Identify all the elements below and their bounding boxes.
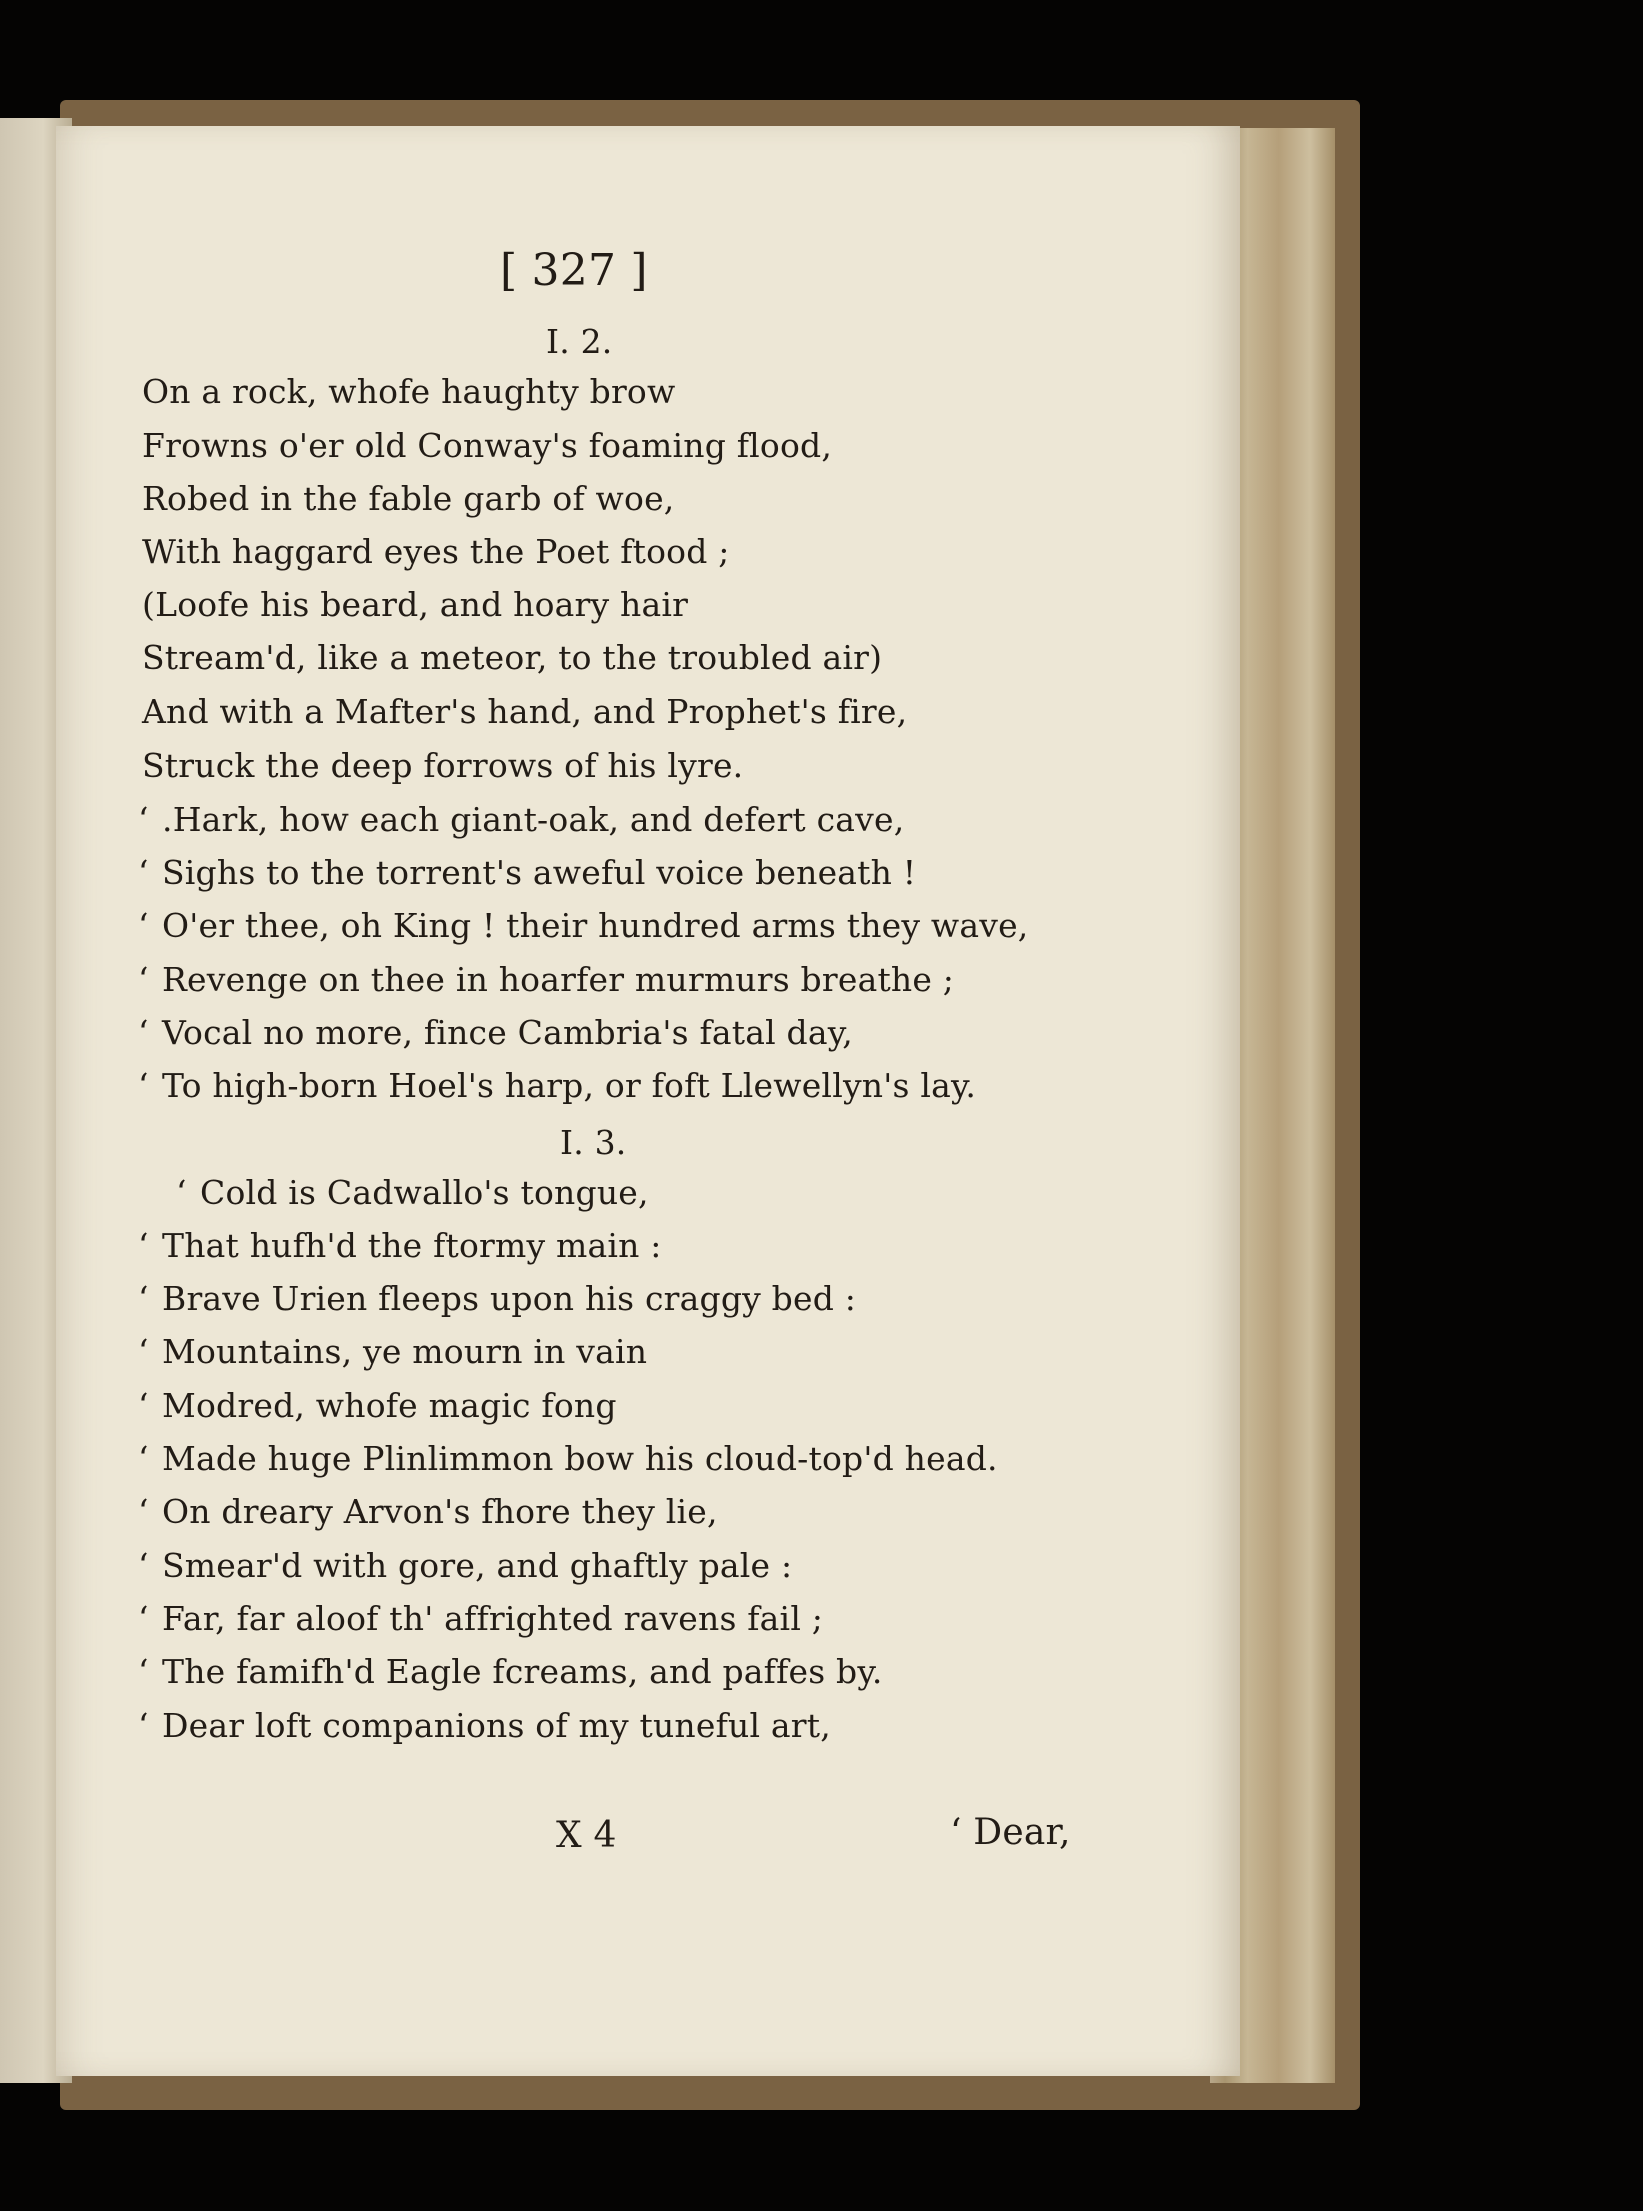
verse-line <box>142 532 730 571</box>
verse-line <box>138 1013 853 1052</box>
page-number: [ 327 ] <box>500 245 648 296</box>
verse-text: To high-born Hoel's harp, or foft Llewellyn's lay. <box>162 1066 977 1105</box>
verse-text: Vocal no more, fince Cambria's fatal day, <box>162 1013 853 1052</box>
quote-mark: ‘ <box>138 1066 149 1105</box>
verse-line <box>138 1546 792 1585</box>
verse-line <box>142 372 675 411</box>
verse-line <box>138 1492 718 1531</box>
catchword: ‘ Dear, <box>950 1812 1071 1853</box>
verse-text: On dreary Arvon's fhore they lie, <box>162 1492 718 1531</box>
quote-mark: ‘ <box>138 1706 149 1745</box>
verse-line <box>176 1173 649 1212</box>
verse-text: Brave Urien fleeps upon his craggy bed : <box>162 1279 857 1318</box>
verse-line <box>138 1706 831 1745</box>
quote-mark: ‘ <box>138 1599 149 1638</box>
quote-mark: ‘ <box>138 1652 149 1691</box>
verse-line <box>138 1226 662 1265</box>
verse-text: Dear loft companions of my tuneful art, <box>162 1706 831 1745</box>
quote-mark: ‘ <box>176 1173 187 1212</box>
quote-mark: ‘ <box>138 1013 149 1052</box>
verse-line <box>142 585 688 624</box>
quote-mark: ‘ <box>138 960 149 999</box>
verse-text: Revenge on thee in hoarfer murmurs breathe ; <box>162 960 955 999</box>
verse-text: On a rock, whofe haughty brow <box>142 372 676 411</box>
quote-mark: ‘ <box>138 1279 149 1318</box>
verse-line <box>138 1599 823 1638</box>
quote-mark: ‘ <box>138 906 149 945</box>
verse-line <box>138 960 954 999</box>
quote-mark: ‘ <box>138 1386 149 1425</box>
verse-text: Cold is Cadwallo's tongue, <box>200 1173 649 1212</box>
verse-text: Far, far aloof th' affrighted ravens fail ; <box>162 1599 824 1638</box>
verse-line <box>138 1439 998 1478</box>
verse-text: And with a Mafter's hand, and Prophet's fire, <box>142 692 908 731</box>
verse-text: Frowns o'er old Conway's foaming flood, <box>142 426 833 465</box>
verse-text: That hufh'd the ftormy main : <box>162 1226 662 1265</box>
verse-line <box>138 853 916 892</box>
verse-text: O'er thee, oh King ! their hundred arms they wave, <box>162 906 1029 945</box>
verse-line <box>142 479 675 518</box>
verse-line <box>142 692 907 731</box>
verse-text: The famifh'd Eagle fcreams, and paffes by. <box>162 1652 883 1691</box>
quote-mark: ‘ <box>138 1226 149 1265</box>
verse-line <box>138 800 904 839</box>
quote-mark: ‘ <box>138 1546 149 1585</box>
verse-text: With haggard eyes the Poet ftood ; <box>142 532 730 571</box>
stanza-label: I. 3. <box>560 1123 627 1162</box>
verse-line <box>138 1386 617 1425</box>
signature-mark: X 4 <box>556 1815 617 1856</box>
quote-mark: ‘ <box>138 1492 149 1531</box>
verse-text: Smear'd with gore, and ghaftly pale : <box>162 1546 793 1585</box>
verse-text: .Hark, how each giant-oak, and defert cave, <box>162 800 905 839</box>
verse-text: Modred, whofe magic fong <box>162 1386 617 1425</box>
quote-mark: ‘ <box>138 853 149 892</box>
verse-text: (Loofe his beard, and hoary hair <box>142 585 689 624</box>
verse-text: Sighs to the torrent's aweful voice beneath ! <box>162 853 917 892</box>
verse-line <box>138 1652 883 1691</box>
verse-line <box>138 906 1029 945</box>
verse-text: Struck the deep forrows of his lyre. <box>142 746 744 785</box>
verse-line <box>138 1279 856 1318</box>
quote-mark: ‘ <box>138 1332 149 1371</box>
verse-line <box>142 426 832 465</box>
stanza-label: I. 2. <box>546 322 613 361</box>
verse-line <box>142 638 882 677</box>
verse-text: Mountains, ye mourn in vain <box>162 1332 648 1371</box>
quote-mark: ‘ <box>138 1439 149 1478</box>
verse-text: Made huge Plinlimmon bow his cloud-top'd head. <box>162 1439 998 1478</box>
verse-line <box>142 746 743 785</box>
verse-text: Stream'd, like a meteor, to the troubled air) <box>142 638 883 677</box>
verse-line <box>138 1332 647 1371</box>
quote-mark: ‘ <box>138 800 149 839</box>
verse-text: Robed in the fable garb of woe, <box>142 479 675 518</box>
verse-line <box>138 1066 976 1105</box>
